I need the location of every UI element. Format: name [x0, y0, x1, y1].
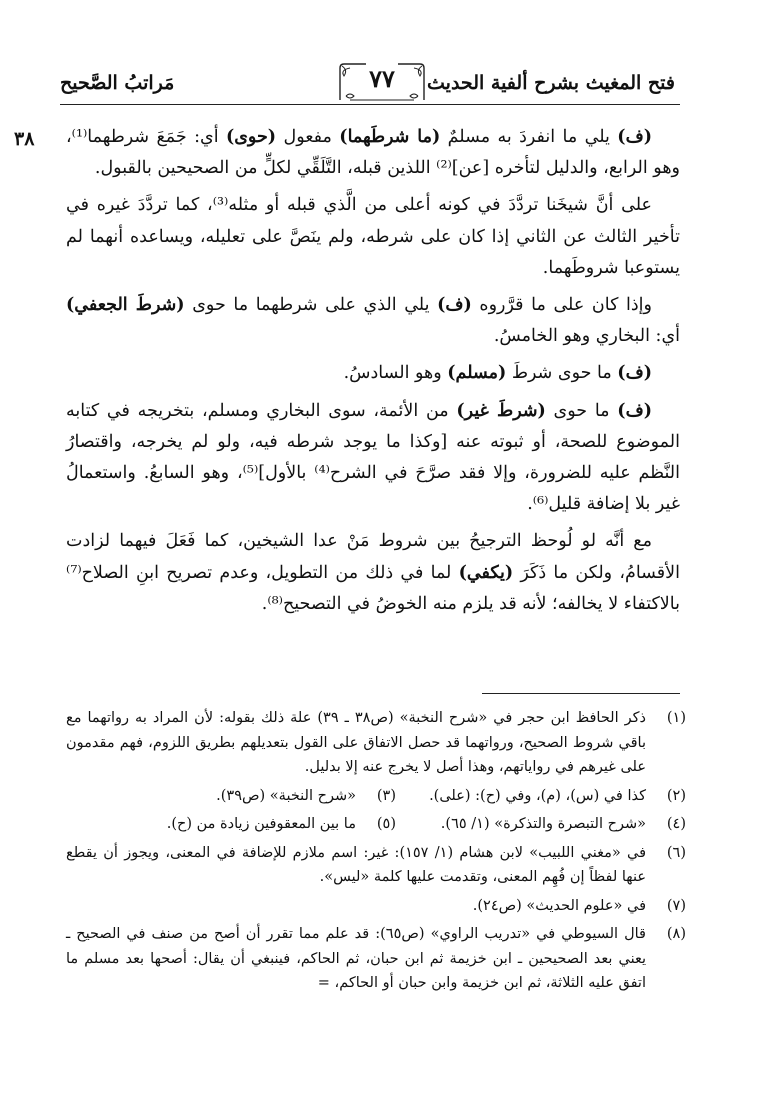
book-title: فتح المغيث بشرح ألفية الحديث — [427, 72, 675, 94]
text-run: ، وهو السابعُ. واستعمالُ غير بلا إضافة قليل — [66, 463, 680, 515]
footnote-6 — [66, 841, 686, 890]
header-divider — [60, 104, 680, 105]
footnote-number: (٦) — [666, 844, 686, 861]
text-run: وهو السادسُ. — [343, 363, 448, 384]
footnote-number: (٣) — [376, 787, 396, 804]
text-run: بالأول] — [258, 463, 315, 484]
text-run: يلي الذي على شرطهما ما حوى — [184, 295, 438, 316]
text-run: (يكفي) — [458, 562, 514, 583]
paragraph-6 — [66, 526, 680, 620]
footnote-row — [66, 812, 686, 837]
footnote-number: (٥) — [376, 816, 396, 832]
footnote-ref: ⁽⁵⁾ — [242, 463, 259, 484]
text-run: ، وهو الرابع، والدليل لتأخره [عن] — [66, 127, 680, 179]
footnote-text: ذكر الحافظ ابن حجر في «شرح النخبة» (ص٣٨ ـ ٣٩) علة ذلك بقوله: لأن المراد به رواتهما مع باقي شروط الصحيح، ورواتهما قد حصل الاتفاق على القول بتعديلهم بطريق اللزوم، فهم مقدمون على غيرهم في رواياتهم، وهذا أصل لا يخرج عنه إلا بدليل. — [66, 710, 646, 775]
footnote-ref: ⁽⁶⁾ — [532, 494, 549, 515]
footnote-divider — [482, 693, 680, 694]
footnotes — [66, 706, 686, 1000]
margin-verse-number: ٣٨ — [14, 128, 35, 150]
text-run: بالاكتفاء لا يخالفه؛ لأنه قد يلزم منه الخوضُ في التصحيح — [282, 593, 680, 614]
footnote-number: (١) — [666, 710, 686, 726]
footnote-text: في «علوم الحديث» (ص٢٤). — [472, 897, 646, 914]
section-title: مَراتبُ الصَّحيح — [60, 72, 175, 94]
text-run: (ف) — [437, 295, 472, 316]
paragraph-5 — [66, 396, 680, 521]
text-run: مع أنَّه لو لُوحظ الترجيحُ بين شروط مَنْ عدا الشيخين، كما فَعَلَ فيهما لزادت الأقسامُ، ولكن ما ذَكَرَ — [66, 531, 680, 583]
main-text — [66, 122, 680, 626]
footnote-ref: ⁽²⁾ — [436, 158, 452, 179]
footnote-text: «شرح النخبة» (ص٣٩). — [216, 787, 356, 804]
footnote-number: (٤) — [666, 816, 686, 832]
page-number: ٧٧ — [369, 64, 395, 93]
text-run: . — [527, 494, 533, 515]
footnote-number: (٢) — [666, 787, 686, 804]
text-run: (ف) — [617, 363, 652, 384]
text-run: وإذا كان على ما قرَّروه — [471, 295, 652, 316]
text-run: من الأئمة، سوى البخاري ومسلم، بتخريجه في كتابه الموضوع للصحة، أو ثبوته عنه [وكذا ما يوجد شرطه فيه، ولو لم يخرجه، واقتصارُ النَّظم عليه للضرورة، وإلا فقد صرَّحَ في الشرح — [66, 400, 680, 484]
text-run: (ف) — [617, 400, 652, 421]
text-run: مفعول — [276, 127, 340, 147]
text-run: (مسلم) — [447, 363, 507, 384]
text-run: اللذين قبله، التَّلَقِّي لكلٍّ من الصحيحين بالقبول. — [94, 158, 437, 179]
footnote-7 — [66, 894, 686, 919]
footnote-text: ما بين المعقوفين زيادة من (ح). — [166, 816, 356, 832]
footnote-1 — [66, 706, 686, 780]
paragraph-4 — [66, 358, 680, 389]
text-run: ما حوى شرطَ — [506, 363, 618, 384]
text-run: ، كما تردَّدَ غيره في تأخير الثالث عن الثاني إذا كان على شرطه، ولم ينَصَّ على تعليله، ويساعده أنهما لم يستوعبا شروطَهما. — [66, 195, 680, 278]
footnote-8 — [66, 922, 686, 996]
footnote-ref: ⁽⁴⁾ — [314, 463, 330, 484]
text-run: (ف) — [617, 127, 652, 147]
text-run: يلي ما انفردَ به مسلمٌ — [440, 127, 618, 147]
footnote-row — [66, 784, 686, 809]
text-run: أي: جَمَعَ شرطهما — [87, 127, 226, 147]
footnote-ref: ⁽¹⁾ — [71, 127, 88, 147]
text-run: على أنَّ شيخَنا تردَّدَ في كونه أعلى من الَّذي قبله أو مثله — [228, 195, 652, 216]
footnote-ref: ⁽⁷⁾ — [66, 562, 82, 583]
footnote-ref: ⁽⁸⁾ — [267, 593, 283, 614]
footnote-text: «شرح التبصرة والتذكرة» (١/ ٦٥). — [440, 816, 646, 832]
footnote-number: (٨) — [666, 926, 686, 942]
text-run: ما حوى — [545, 400, 618, 421]
text-run: أي: البخاري وهو الخامسُ. — [493, 326, 680, 347]
paragraph-3 — [66, 290, 680, 352]
text-run: لما في ذلك من التطويل، وعدم تصريح ابنِ الصلاح — [81, 562, 459, 583]
footnote-number: (٧) — [666, 897, 686, 914]
footnote-ref: ⁽³⁾ — [212, 195, 229, 216]
text-run: (حوى) — [225, 127, 277, 147]
text-run: (شرطَ الجعفي) — [66, 295, 185, 316]
footnote-text: كذا في (س)، (م)، وفي (ح): (على). — [429, 787, 646, 804]
text-run: (شرطَ غير) — [456, 400, 546, 421]
paragraph-1 — [66, 122, 680, 184]
footnote-text: قال السيوطي في «تدريب الراوي» (ص٦٥): قد علم مما تقرر أن أصح من صنف في الصحيح ـ يعني بعد الصحيحين ـ ابن خزيمة ثم ابن حبان، ثم الحاكم، فينبغي أن يقال: أصحها بعد مسلم ما اتفق عليه الثلاثة، ثم ابن خزيمة وابن حبان أو الحاكم، = — [66, 926, 646, 991]
footnote-text: في «مغني اللبيب» لابن هشام (١/ ١٥٧): غير: اسم ملازم للإضافة في المعنى، ويجوز أن يقطع عنها لفظاً إن فُهِم المعنى، وتقدمت عليها كلمة «ليس». — [66, 844, 647, 885]
text-run: (ما شرطَهما) — [339, 127, 441, 147]
text-run: . — [261, 593, 268, 614]
paragraph-2 — [66, 190, 680, 284]
